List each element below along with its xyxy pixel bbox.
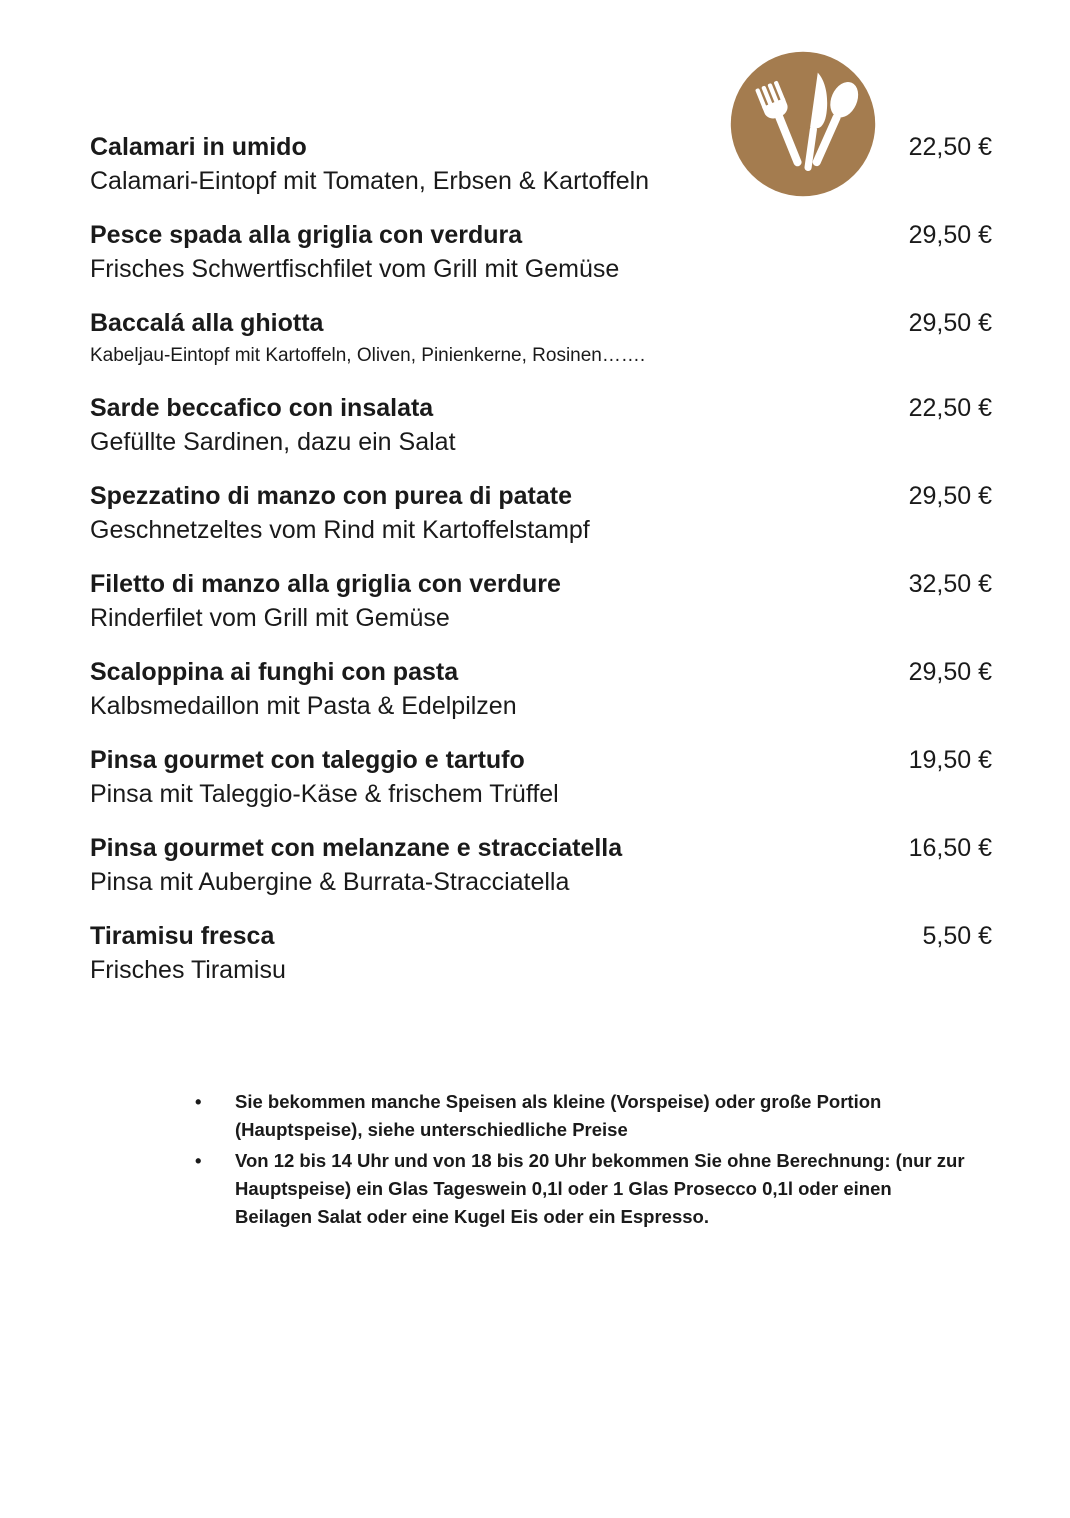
- menu-item-desc: Rinderfilet vom Grill mit Gemüse: [90, 604, 450, 632]
- menu-item-name: Filetto di manzo alla griglia con verdure: [90, 570, 561, 598]
- menu-item-price: 29,50 €: [908, 309, 992, 337]
- menu-item-price: 22,50 €: [908, 394, 992, 422]
- note-item: • Sie bekommen manche Speisen als kleine (Vorspeise) oder große Portion (Hauptspeise), siehe unterschiedliche Preise: [193, 1088, 973, 1144]
- menu-item-name: Sarde beccafico con insalata: [90, 394, 434, 422]
- menu-item-desc: Kabeljau-Eintopf mit Kartoffeln, Oliven, Pinienkerne, Rosinen…….: [90, 345, 646, 366]
- menu-item: [90, 218, 992, 286]
- menu-item-name: Spezzatino di manzo con purea di patate: [90, 482, 573, 510]
- menu-item-name: Pesce spada alla griglia con verdura: [90, 221, 523, 249]
- menu-item: [90, 743, 992, 811]
- menu-item-price: 22,50 €: [908, 133, 992, 161]
- menu-item-desc: Frisches Schwertfischfilet vom Grill mit Gemüse: [90, 255, 620, 283]
- menu-list: [90, 130, 992, 1007]
- note-item: • Von 12 bis 14 Uhr und von 18 bis 20 Uhr bekommen Sie ohne Berechnung: (nur zur Hauptspeise) ein Glas Tageswein 0,1l oder 1 Glas Prosecco 0,1l oder einen Beilagen Salat oder eine Kugel Eis oder ein Espresso.: [193, 1147, 973, 1231]
- menu-item-desc: Calamari-Eintopf mit Tomaten, Erbsen & Kartoffeln: [90, 167, 650, 195]
- menu-item-desc: Pinsa mit Taleggio-Käse & frischem Trüffel: [90, 780, 559, 808]
- menu-item-price: 29,50 €: [908, 482, 992, 510]
- menu-item: [90, 655, 992, 723]
- menu-item-desc: Pinsa mit Aubergine & Burrata-Stracciatella: [90, 868, 570, 896]
- menu-item-name: Pinsa gourmet con taleggio e tartufo: [90, 746, 525, 774]
- menu-item: [90, 567, 992, 635]
- menu-item-name: Pinsa gourmet con melanzane e stracciatella: [90, 834, 623, 862]
- menu-item-price: 29,50 €: [908, 221, 992, 249]
- menu-item: [90, 831, 992, 899]
- menu-item-price: 32,50 €: [908, 570, 992, 598]
- notes-list: [193, 1088, 973, 1234]
- menu-item: [90, 306, 992, 371]
- menu-item: [90, 919, 992, 987]
- menu-item-name: Scaloppina ai funghi con pasta: [90, 658, 459, 686]
- menu-item-price: 19,50 €: [908, 746, 992, 774]
- menu-item-desc: Kalbsmedaillon mit Pasta & Edelpilzen: [90, 692, 517, 720]
- menu-item-name: Calamari in umido: [90, 133, 307, 161]
- menu-item: [90, 130, 992, 198]
- menu-item-name: Baccalá alla ghiotta: [90, 309, 324, 337]
- menu-item-price: 16,50 €: [908, 834, 992, 862]
- menu-item: [90, 391, 992, 459]
- menu-item-desc: Gefüllte Sardinen, dazu ein Salat: [90, 428, 456, 456]
- menu-item-name: Tiramisu fresca: [90, 922, 275, 950]
- menu-item-price: 29,50 €: [908, 658, 992, 686]
- menu-item-price: 5,50 €: [922, 922, 992, 950]
- menu-item-desc: Geschnetzeltes vom Rind mit Kartoffelstampf: [90, 516, 590, 544]
- menu-item-desc: Frisches Tiramisu: [90, 956, 286, 984]
- menu-item: [90, 479, 992, 547]
